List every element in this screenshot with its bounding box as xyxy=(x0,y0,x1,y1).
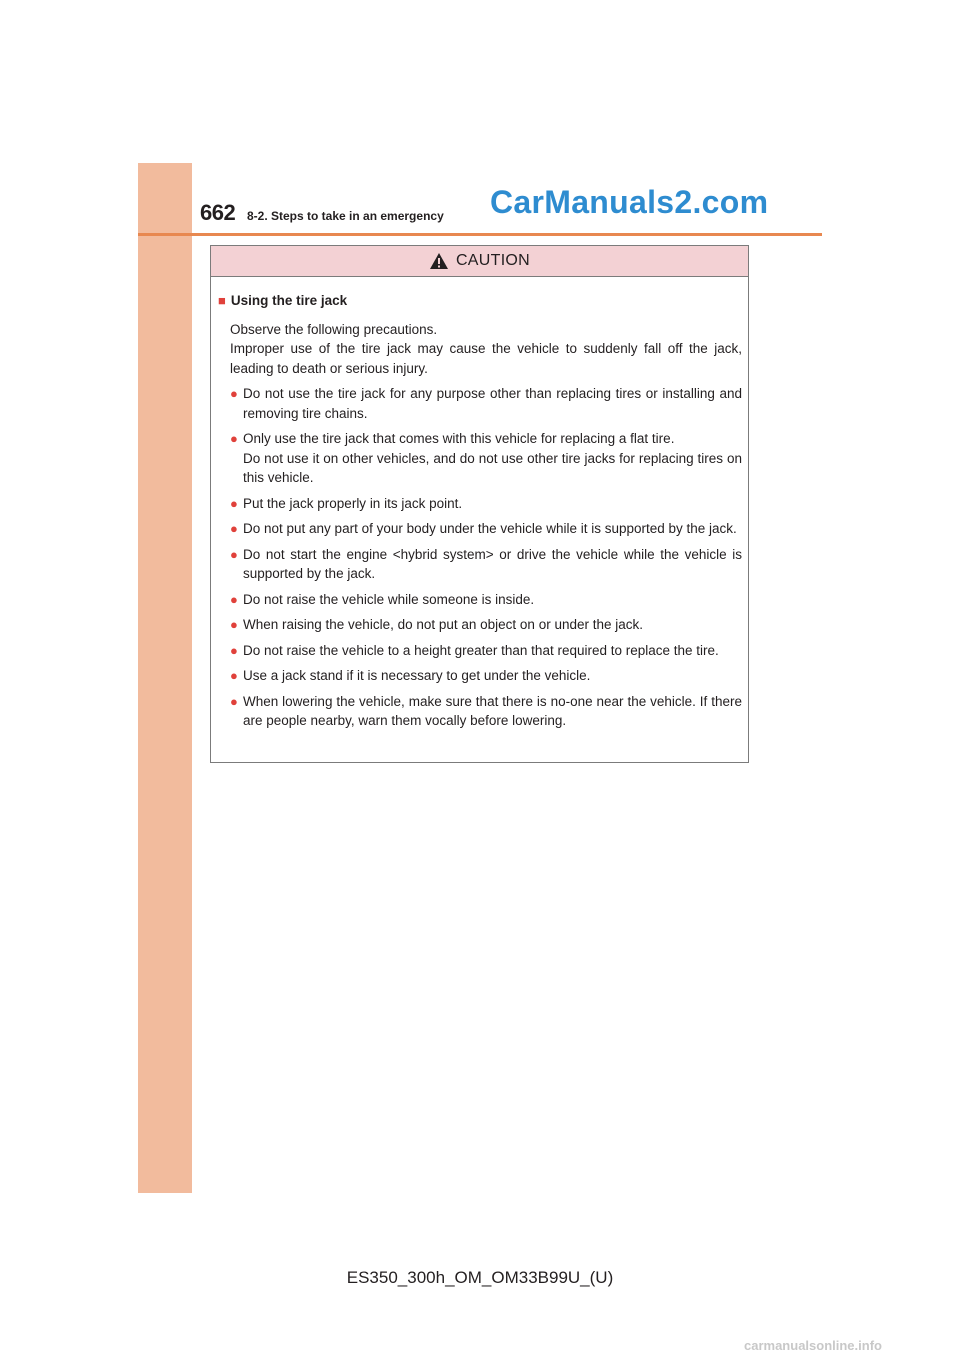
caution-bullet-paragraph: Do not start the engine <hybrid system> or drive the vehicle while the vehicle is supported by the jack. xyxy=(243,546,742,581)
caution-box xyxy=(210,245,749,763)
warning-triangle-icon xyxy=(429,252,449,270)
caution-bullet-text xyxy=(243,590,742,610)
caution-bullet-paragraph: Do not raise the vehicle to a height greater than that required to replace the tire. xyxy=(243,642,719,658)
caution-bullet-item xyxy=(218,519,742,539)
caution-bullet-text xyxy=(243,545,742,584)
caution-bullet-list xyxy=(218,384,742,731)
section-title: 8-2. Steps to take in an emergency xyxy=(247,209,444,223)
footer-code: ES350_300h_OM_OM33B99U_(U) xyxy=(346,1268,614,1287)
watermark-bottom[interactable]: carmanualsonline.info xyxy=(744,1338,882,1353)
caution-subhead-text: Using the tire jack xyxy=(230,293,348,308)
round-bullet-icon: ● xyxy=(230,591,238,607)
round-bullet-icon: ● xyxy=(230,521,238,536)
header-rule xyxy=(138,233,822,236)
caution-bullet-item xyxy=(218,545,742,584)
watermark-top[interactable]: CarManuals2.com xyxy=(490,184,769,220)
caution-bullet-paragraph: Only use the tire jack that comes with this vehicle for replacing a flat tire. xyxy=(243,431,675,446)
caution-intro xyxy=(218,320,742,379)
caution-intro-line: Observe the following precautions. xyxy=(230,321,438,337)
caution-bullet-paragraph: Do not use the tire jack for any purpose other than replacing tires or installing and removing tire chains. xyxy=(243,386,742,421)
caution-bullet-paragraph: Do not use it on other vehicles, and do not use other tire jacks for replacing tires on this vehicle. xyxy=(243,450,742,485)
caution-bullet-paragraph: Use a jack stand if it is necessary to get under the vehicle. xyxy=(243,668,591,683)
caution-bullet-paragraph: Put the jack properly in its jack point. xyxy=(243,495,463,511)
caution-bullet-text xyxy=(243,666,742,686)
round-bullet-icon: ● xyxy=(230,642,238,658)
caution-bullet-text xyxy=(243,615,742,635)
caution-bullet-item xyxy=(218,666,742,686)
round-bullet-icon: ● xyxy=(230,546,238,562)
round-bullet-icon: ● xyxy=(230,431,238,446)
caution-bullet-item xyxy=(218,590,742,610)
caution-bullet-item xyxy=(218,429,742,488)
round-bullet-icon: ● xyxy=(230,495,238,511)
caution-bullet-text xyxy=(243,519,742,539)
caution-bullet-item xyxy=(218,641,742,661)
caution-bullet-item xyxy=(218,384,742,423)
caution-bullet-paragraph: When lowering the vehicle, make sure that there is no-one near the vehicle. If there are people nearby, warn them vocally before lowering. xyxy=(243,693,742,728)
caution-bullet-item xyxy=(218,615,742,635)
caution-bullet-item xyxy=(218,692,742,731)
page-number: 662 xyxy=(200,200,236,225)
caution-header xyxy=(211,246,748,277)
caution-bullet-text xyxy=(243,494,742,514)
caution-bullet-paragraph: Do not put any part of your body under the vehicle while it is supported by the jack. xyxy=(243,521,737,536)
caution-bullet-paragraph: When raising the vehicle, do not put an object on or under the jack. xyxy=(243,617,643,632)
round-bullet-icon: ● xyxy=(230,386,238,401)
square-bullet-icon: ■ xyxy=(218,293,226,308)
caution-label: CAUTION xyxy=(455,252,531,269)
caution-bullet-text xyxy=(243,384,742,423)
round-bullet-icon: ● xyxy=(230,693,238,709)
caution-bullet-text xyxy=(243,692,742,731)
caution-bullet-text xyxy=(243,641,742,661)
caution-bullet-item xyxy=(218,494,742,514)
caution-subhead xyxy=(218,291,742,311)
caution-intro-line: Improper use of the tire jack may cause the vehicle to suddenly fall off the jack, leading to death or serious injury. xyxy=(230,341,742,376)
caution-bullet-paragraph: Do not raise the vehicle while someone is inside. xyxy=(243,591,535,607)
caution-body xyxy=(211,277,748,731)
round-bullet-icon: ● xyxy=(230,617,238,632)
side-band xyxy=(138,163,192,1193)
round-bullet-icon: ● xyxy=(230,668,238,683)
caution-bullet-text xyxy=(243,429,742,488)
